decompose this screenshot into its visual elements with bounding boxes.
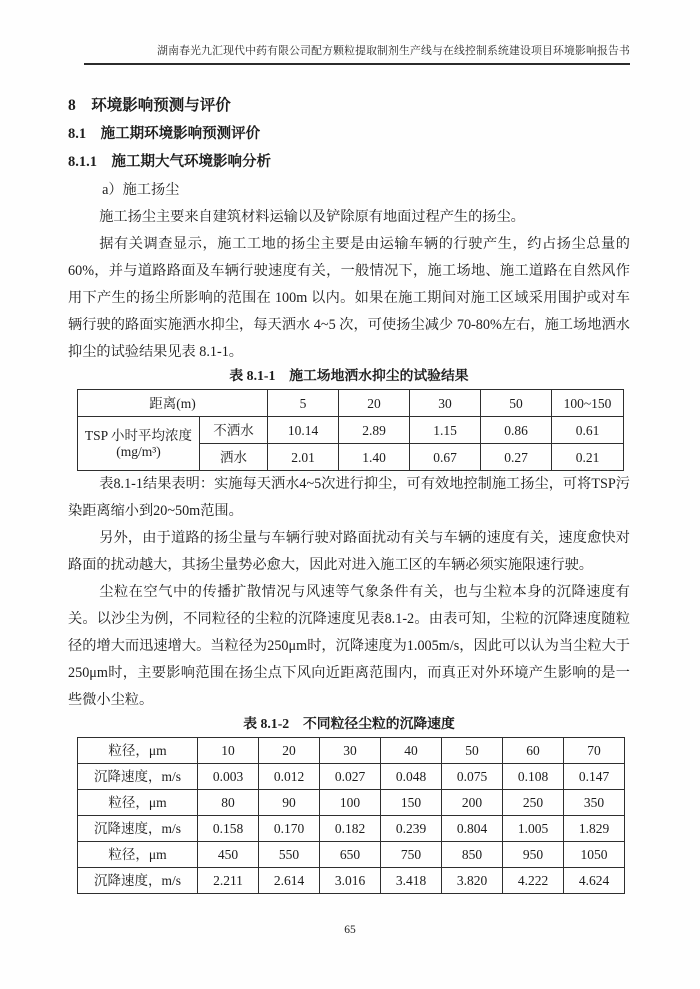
table-cell: 2.614 [259,868,320,894]
table-cell: 10.14 [268,417,339,444]
table-cell: 0.108 [503,764,564,790]
table-cell: 1050 [564,842,625,868]
heading-section-8-1: 8.1 施工期环境影响预测评价 [68,126,261,142]
table-cell: 40 [381,738,442,764]
table-cell: 850 [442,842,503,868]
table-cell: 20 [259,738,320,764]
table-cell: 不洒水 [200,417,268,444]
table-cell: 90 [259,790,320,816]
table-row [78,738,625,764]
table-cell: 2.01 [268,444,339,471]
heading-section-8-1-1: 8.1.1 施工期大气环境影响分析 [68,154,271,170]
table-cell: 0.158 [198,816,259,842]
page-header [84,44,630,65]
table-cell: 0.21 [552,444,624,471]
table-cell: 0.182 [320,816,381,842]
table-row [78,390,624,417]
table-row [78,868,625,894]
table-cell: 350 [564,790,625,816]
table-cell: 0.61 [552,417,624,444]
item-a-heading: a）施工扬尘 [102,182,180,198]
table-cell: 30 [320,738,381,764]
table-cell: 粒径，μm [78,738,198,764]
table-cell: 0.147 [564,764,625,790]
tsp-label-line2: (mg/m³) [116,443,161,459]
table-cell: 2.211 [198,868,259,894]
table-row [78,842,625,868]
table-cell: 0.67 [410,444,481,471]
table-cell: 0.012 [259,764,320,790]
table-cell: 0.027 [320,764,381,790]
table-cell: 4.624 [564,868,625,894]
table-cell: 5 [268,390,339,417]
table1-caption: 表 8.1-1 施工场地洒水抑尘的试验结果 [229,368,469,383]
tsp-label-line1: TSP 小时平均浓度 [84,427,193,443]
table-settling-velocity [77,737,625,894]
table-cell: 1.005 [503,816,564,842]
table-cell: 3.820 [442,868,503,894]
table-cell: 550 [259,842,320,868]
table-cell: 450 [198,842,259,868]
table-cell: 0.86 [481,417,552,444]
table-cell: 20 [339,390,410,417]
header-title: 湖南春光九汇现代中药有限公司配方颗粒提取制剂生产线与在线控制系统建设项目环境影响报告书 [157,45,630,57]
table-cell: 0.048 [381,764,442,790]
table-cell: 1.829 [564,816,625,842]
table-cell: 0.003 [198,764,259,790]
table-cell: 沉降速度，m/s [78,764,198,790]
table-cell: 0.27 [481,444,552,471]
table-row [78,417,624,444]
paragraph-survey-findings: 据有关调查显示，施工工地的扬尘主要是由运输车辆的行驶产生，约占扬尘总量的60%，并与道路路面及车辆行驶速度有关，一般情况下，施工场地、施工道路在自然风作用下产生的扬尘所影响的范围在 100m 以内。如果在施工期间对施工区域采用围护或对车辆行驶的路面实施洒水抑尘，每天洒水 4~5 次，可使扬尘减少 70-80%左右，施工场地洒水抑尘的试验结果见表 8.1-1。 [68,236,630,360]
table-cell: 30 [410,390,481,417]
table-cell: 50 [481,390,552,417]
table-cell: 50 [442,738,503,764]
paragraph-table1-conclusion: 表8.1-1结果表明：实施每天洒水4~5次进行抑尘，可有效地控制施工扬尘，可将TSP污染距离缩小到20~50m范围。 [68,476,630,519]
table-row [78,816,625,842]
table-cell: 0.075 [442,764,503,790]
table-cell: 3.016 [320,868,381,894]
table-cell: 1.15 [410,417,481,444]
table-cell: 650 [320,842,381,868]
table2-caption: 表 8.1-2 不同粒径尘粒的沉降速度 [243,716,455,731]
paragraph-settling-velocity: 尘粒在空气中的传播扩散情况与风速等气象条件有关，也与尘粒本身的沉降速度有关。以沙尘为例，不同粒径的尘粒的沉降速度见表8.1-2。由表可知，尘粒的沉降速度随粒径的增大而迅速增大。当粒径为250μm时，沉降速度为1.005m/s，因此可以认为当尘粒大于250μm时，主要影响范围在扬尘点下风向近距离范围内，而真正对外环境产生影响的是一些微小尘粒。 [68,584,630,708]
table-cell-tsp-label [78,417,200,471]
table-cell: 60 [503,738,564,764]
paragraph-dust-source: 施工扬尘主要来自建筑材料运输以及铲除原有地面过程产生的扬尘。 [99,209,525,225]
table-cell: 粒径，μm [78,842,198,868]
table-cell: 2.89 [339,417,410,444]
table-cell: 100~150 [552,390,624,417]
table-cell: 950 [503,842,564,868]
table-cell: 0.804 [442,816,503,842]
table-cell: 150 [381,790,442,816]
table-cell: 距离(m) [78,390,268,417]
table-cell: 10 [198,738,259,764]
paragraph-road-dust-speed: 另外，由于道路的扬尘量与车辆行驶对路面扰动有关与车辆的速度有关，速度愈快对路面的扰动越大，其扬尘量势必愈大，因此对进入施工区的车辆必须实施限速行驶。 [68,530,630,573]
table-spray-test-results [77,389,624,471]
table-cell: 3.418 [381,868,442,894]
table-cell: 200 [442,790,503,816]
table-cell: 洒水 [200,444,268,471]
table-cell: 250 [503,790,564,816]
table-cell: 沉降速度，m/s [78,816,198,842]
table-row [78,790,625,816]
table-cell: 0.239 [381,816,442,842]
table-cell: 粒径，μm [78,790,198,816]
table-cell: 4.222 [503,868,564,894]
table-cell: 750 [381,842,442,868]
table-cell: 0.170 [259,816,320,842]
table-cell: 80 [198,790,259,816]
table-row [78,764,625,790]
table-cell: 100 [320,790,381,816]
page-number: 65 [344,924,356,936]
table-cell: 1.40 [339,444,410,471]
heading-section-8: 8 环境影响预测与评价 [68,97,231,114]
table-cell: 70 [564,738,625,764]
table-cell: 沉降速度，m/s [78,868,198,894]
